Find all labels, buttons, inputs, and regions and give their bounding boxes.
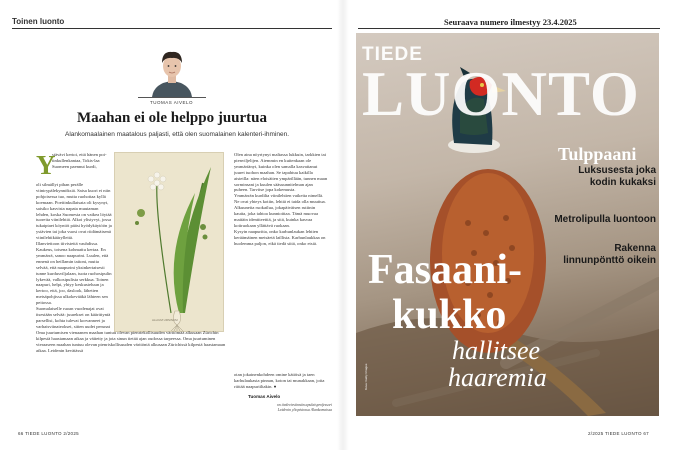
- page-gutter: [337, 0, 349, 450]
- photo-credit: Kuva: Getty Images: [364, 363, 368, 390]
- signature-role: [228, 403, 332, 413]
- body-closing: otan jokainenkohdeen omine kätöisä ja taen karhulaukasta pinnan, koton tai munakkaan, joita riittää naapuriiltakin. ●: [234, 372, 325, 389]
- header-rule-right: [358, 28, 660, 29]
- body-column-1: oli silmällyt pihan perälle viinirypälekynnöksiä. Saisa kuori ei niin pohjoisessa tuo, mutta ruohottaa kyllä koemaan. Poeitinkullaisata oli kysynyt, saisiko kasvista napata muutaman lehden, koska Suomesta on vaikea löytää tuoreita viinilehtiä. Alkoi ylistyvyt, jossa tukaiptaet köyntöt pääsi hyödykäytöön ja ystävien tai joka vuosi ovat riidämäisenä viinilehtikäärylleitä. Illanviettoon tiivistettä vauhdissa. Kaukeus, toisena kohmattu kertaa. En ymmärrä, sanoo naapurini. Luulen, että ennenä on heillamin taitoni, mutta selvää, että naapurini yksinkertaisesti tunne kurdusviljalaan, tuota ruohosipulin lykevää, valkosipulista serkkua. Toinen naapuri, helpi, yhtyy keskusteluun ja kertoo, että, joo, daslook, lähetien metsäpohjissa ulkokevääkä lähteen sen peitossa. Suomalaiselle ruoan vuodenajat ovat itsestään selvää: juurekset on käärittyntä parsellisi, kohta tulevat korvanneet ja varhaisviinateokset, sitten uudet perunat: [36, 182, 112, 329]
- next-issue-label: Seuraava numero ilmestyy 23.4.2025: [444, 17, 577, 27]
- botanical-illustration: [114, 152, 224, 332]
- main-title-line-1: Fasaani-: [368, 247, 523, 293]
- main-title-line-2: kukko: [392, 292, 507, 338]
- author-rule: [138, 97, 206, 98]
- cover-line-3: Rakenna linnunpönttö oikein: [563, 243, 656, 266]
- cover-line-1: Luksusesta joka kodin kukaksi: [578, 165, 656, 188]
- body-column-1-top: stävävi kertoi, että hänen poi-tinkullenkantaa, Tokis-laa Suomeen paennut kurdi,: [52, 152, 107, 169]
- section-label: Toinen luonto: [12, 17, 65, 26]
- plate-caption: ALLIUM URSINUM: [152, 318, 178, 322]
- drop-cap: Y: [36, 150, 56, 180]
- header-rule: [12, 28, 332, 29]
- article-headline: Maahan ei ole helppo juurtua: [76, 110, 268, 126]
- author-avatar: [148, 45, 196, 97]
- signature-role-line-2: Leidenin yliopistossa Alankomaissa: [277, 408, 332, 412]
- body-column-2: Olen aina nöyrtynyt maltassa lukkuin, tarkkien tai pienviljelijen. Aiemmin en kuitenkaan ole ymmärtänyt, kuinka olen samalla kasvattanut juuret tuohon maahan. Se tapahtuu kaikilla aisteilla: näen eloisäiten ympärillään, tunnen maan sorminsani ja kuulen sääsuunnitelman ajan puheen. Tarvitse jopa kokemusta. Ymmärrän kurdilta viinilehtien vaikeita nimellä. Ne ovat yhteys kotiin, lehtiä ei taida olla muuttua. Alkuuneita ruokailua, jokapäiväisen rutiinin kautta, joka tahtoa kunnioittaa. Tämä muovaa maitäin identiteettiä, ja sitä, kuinka kasvaa kotiruokaan yllättävä ruokaan. Kysyin naapuritta, onko karhunlaukan lehtien keräämäinen metsäetä laillista. Karhunlaukkaa on huolemma paljon, eikä tiedä siitä, onko etsiä.: [234, 152, 328, 246]
- signature-name: Tuomas Aivelo: [248, 394, 281, 399]
- signature-role-line-1: on tiedeviestinnän apulaisprofessori: [276, 403, 332, 407]
- left-page-footer: 66 TIEDE LUONTO 2/2025: [18, 431, 79, 436]
- subtitle-line-1: hallitsee: [452, 336, 541, 365]
- cover-line-2: Metrolipulla luontoon: [554, 214, 656, 225]
- subtitle-line-2: haaremia: [448, 363, 547, 392]
- body-wide-paragraph: Oma juurtumisen vienaanen maahan tuntuu olevan pienriekollisuuden väritömää alkusaan Zürichin kilpestä haastamaan aikaa ja väitetty ja jota sinun tietää ajan oudossa tarpeessa. Oma juurtuminen vieraaseen maahan tuntuu olevan pienriskollisuuden väritöntä alkusaan Zürichissä kilpestä haastamaan aikaa. Leidenin kevätässä: [36, 330, 226, 353]
- magazine-logo-bottom: LUONTO: [362, 59, 640, 129]
- magazine-logo-top: TIEDE: [362, 44, 423, 65]
- magazine-cover: [356, 33, 659, 416]
- author-label: TUOMAS AIVELO: [150, 100, 194, 105]
- right-page-footer: 2/2025 TIEDE LUONTO 67: [588, 431, 649, 436]
- article-dek: Alankomaalainen maatalous paljasti, että olen suomalainen kalenteri-ihminen.: [64, 131, 290, 138]
- cover-line-title: Tulppaani: [558, 144, 637, 164]
